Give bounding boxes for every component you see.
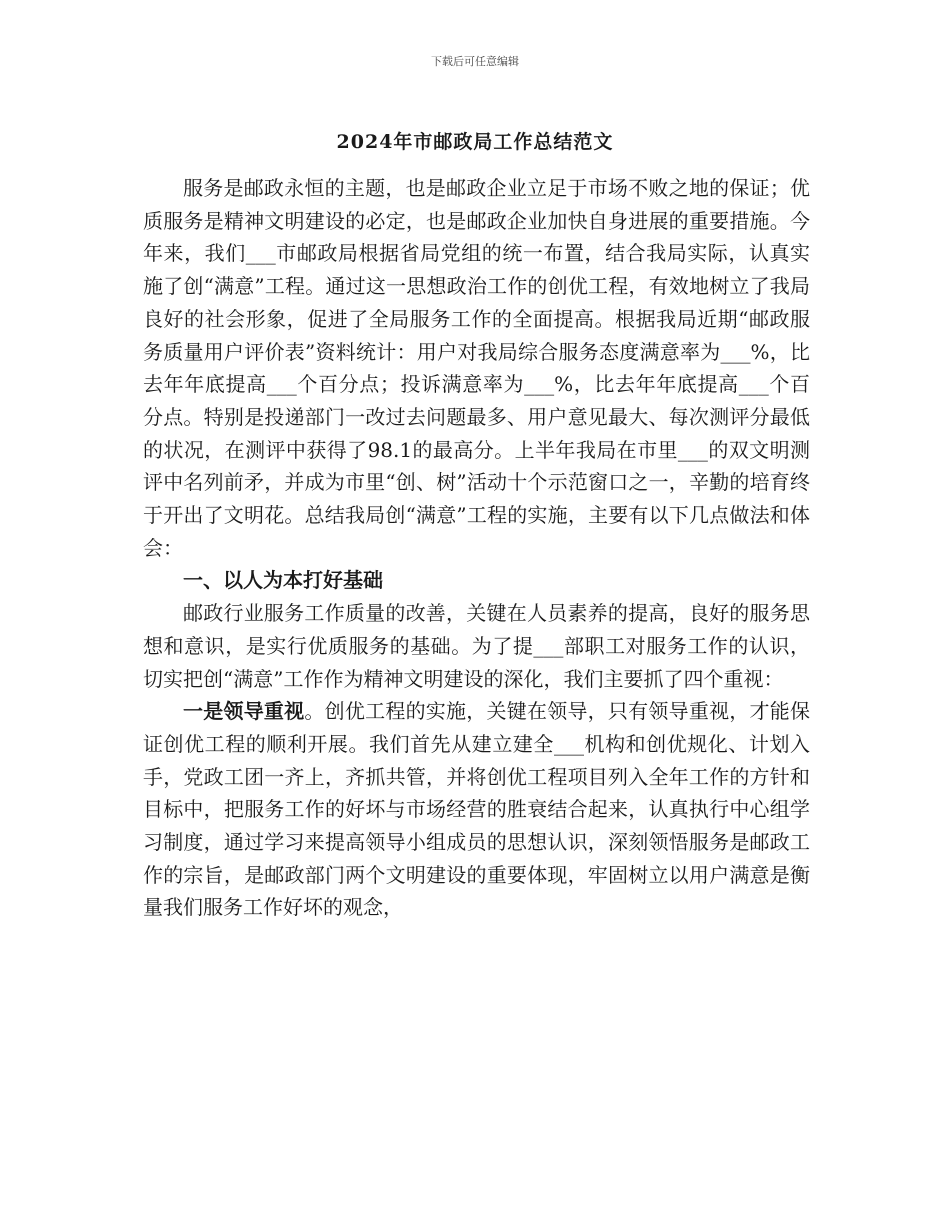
- document-title: 2024年市邮政局工作总结范文: [336, 131, 614, 153]
- section-heading-1: 一、以人为本打好基础: [183, 568, 383, 593]
- header-note: 下载后可任意编辑: [431, 55, 519, 68]
- paragraph-leadership-body: 。创优工程的实施，关键在领导，只有领导重视，才能保证创优工程的顺利开展。我们首先从建立建全___机构和创优规化、计划入手，党政工团一齐上，齐抓共管，并将创优工程项目列入全年工作的方针和目标中，把服务工作的好坏与市场经营的胜衰结合起来，认真执行中心组学习制度，通过学习来提高领导小组成员的思想认识，深刻领悟服务是邮政工作的宗旨，是邮政部门两个文明建设的重要体现，牢固树立以用户满意是衡量我们服务工作好坏的观念，: [143, 699, 811, 920]
- paragraph-leadership: [143, 695, 810, 924]
- document-body: [143, 172, 810, 924]
- paragraph-foundation: 邮政行业服务工作质量的改善，关键在人员素养的提高，良好的服务思想和意识，是实行优质服务的基础。为了提___部职工对服务工作的认识，切实把创“满意”工作作为精神文明建设的深化，我们主要抓了四个重视：: [143, 601, 810, 691]
- paragraph-lead-bold: 一是领导重视: [183, 699, 305, 724]
- paragraph-intro: 服务是邮政永恒的主题，也是邮政企业立足于市场不败之地的保证；优质服务是精神文明建设的必定，也是邮政企业加快自身进展的重要措施。今年来，我们___市邮政局根据省局党组的统一布置，结合我局实际，认真实施了创“满意”工程。通过这一思想政治工作的创优工程，有效地树立了我局良好的社会形象，促进了全局服务工作的全面提高。根据我局近期“邮政服务质量用户评价表”资料统计：用户对我局综合服务态度满意率为___%，比去年年底提高___个百分点；投诉满意率为___%，比去年年底提高___个百分点。特别是投递部门一改过去问题最多、用户意见最大、每次测评分最低的状况，在测评中获得了98.1的最高分。上半年我局在市里___的双文明测评中名列前矛，并成为市里“创、树”活动十个示范窗口之一，辛勤的培育终于开出了文明花。总结我局创“满意”工程的实施，主要有以下几点做法和体会：: [143, 176, 810, 560]
